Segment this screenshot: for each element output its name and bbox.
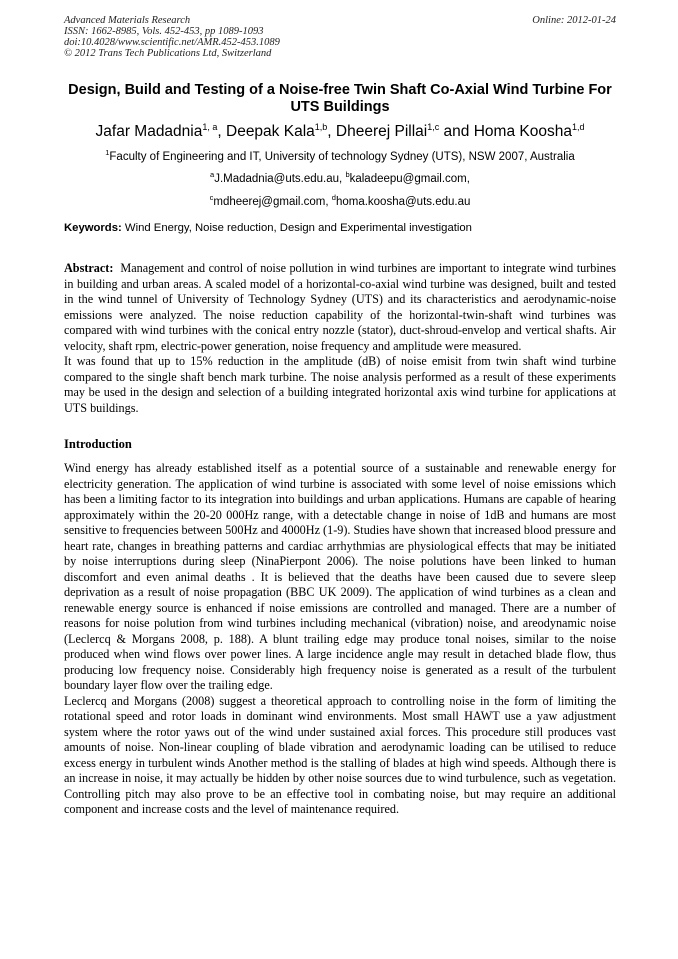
journal-doi: doi:10.4028/www.scientific.net/AMR.452-453.1089: [64, 37, 280, 48]
introduction-paragraph-2: Leclercq and Morgans (2008) suggest a theoretical approach to controlling noise in the form of limiting the rotational speed and rotor loads in dominant wind environments. Most small HAWT use a yaw adjustment system where the rotor yaws out of the wind under sustained axial forces. This procedure still produces vast amounts of noise. Non-linear coupling of blade vibration and aerodynamic loading can be utilised to reduce excess energy in turbulent winds Another method is the stalling of blades at high wind speeds. Although there is an increase in noise, it may actually be hidden by other noise sources due to wind turbulence, such as vegetation. Controlling pitch may also prove to be an effective tool in combating noise, but may require an additional component and increase costs and the level of maintenance required.: [64, 693, 616, 816]
journal-name: Advanced Materials Research: [64, 15, 191, 26]
author-superscript: 1,d: [571, 122, 585, 132]
abstract-paragraph-2: It was found that up to 15% reduction in the amplitude (dB) of noise emisit from twin shaft wind turbine compared to the single shaft bench mark turbine. The noise analysis performed as a result of these experiments may be used in the design and selection of a building integrated horizontal axis wind turbine for applications at UTS buildings.: [64, 354, 616, 415]
author-name: Dheerej Pillai: [335, 123, 428, 140]
email-superscript: c: [209, 193, 214, 202]
abstract-paragraph-1: [64, 261, 616, 354]
introduction-body: [64, 461, 616, 818]
author-list: [64, 122, 616, 142]
email-line-2: [64, 195, 616, 209]
email-b[interactable]: kaladeepu@gmail.com,: [349, 173, 470, 185]
email-superscript: b: [345, 170, 350, 179]
email-superscript: d: [331, 193, 336, 202]
journal-copyright: © 2012 Trans Tech Publications Ltd, Switzerland: [64, 48, 272, 59]
author-superscript: 1,b: [314, 122, 328, 132]
keywords: [64, 221, 616, 235]
author-superscript: 1, a: [202, 122, 218, 132]
abstract: [64, 261, 616, 416]
email-line-1: $^a$J.Madadnia@uts.edu.au, $^b$kaladeepu@gmail.com,: [210, 170, 470, 185]
affiliation-superscript: 1: [105, 148, 110, 157]
author-superscript: 1,c: [427, 122, 440, 132]
section-heading-introduction: Introduction: [64, 437, 132, 451]
author-name: Homa Koosha: [473, 123, 572, 140]
abstract-label: Abstract:: [64, 261, 114, 275]
author-separator: ,: [217, 123, 226, 140]
journal-issn: ISSN: 1662-8985, Vols. 452-453, pp 1089-1093: [64, 26, 264, 37]
email-a[interactable]: J.Madadnia@uts.edu.au: [214, 173, 340, 185]
keywords-label: Keywords:: [64, 222, 122, 234]
keywords-text: Wind Energy, Noise reduction, Design and Experimental investigation: [124, 222, 472, 234]
email-superscript: a: [210, 170, 215, 179]
paper-title: Design, Build and Testing of a Noise-free Twin Shaft Co-Axial Wind Turbine For UTS Buildings: [68, 82, 612, 115]
email-c[interactable]: mdheerej@gmail.com,: [213, 196, 329, 208]
email-d[interactable]: homa.koosha@uts.edu.au: [335, 196, 471, 208]
affiliation-text: Faculty of Engineering and IT, University of technology Sydney (UTS), NSW 2007, Australia: [109, 151, 575, 163]
author-separator: ,: [327, 123, 336, 140]
affiliation: [40, 150, 640, 164]
online-date: Online: 2012-01-24: [532, 15, 616, 26]
author-separator: and: [439, 123, 474, 140]
introduction-paragraph-1: Wind energy has already established itself as a potential source of a sustainable and renewable energy for electricity generation. The application of wind turbine is associated with some level of noise emissions which has been a limiting factor to its integration into buildings and urban applications. Humans are capable of hearing approximately within the 20-20 000Hz range, with a detectable change in noise of 1dB and humans are most sensitive to frequencies between 500Hz and 4000Hz (1-9). Studies have shown that increased blood pressure and heart rate, changes in breathing patterns and cardiac arrhythmias are physiological effects that may be initiated by noise interruptions during sleep (NinaPierpont 2006). The noise polutions have been linked to human discomfort and even animal deaths . It is believed that the deaths have been caused due to severe sleep deprivation as a result of noise propagation (BBC UK 2009). The application of wind turbines as a clean and renewable energy source is enhanced if noise emissions are controlled and managed. There are a number of reasons for noise polution from wind turbines including mechanical (vibration) noise, and areodynamic noise (Leclercq & Morgans 2008, p. 188). A blunt trailing edge may produce tonal noises, similar to the noise produced when wind flows over power lines. A large incidence angle may result in detached blade flow, thus producing low frequency noise. Considerably high frequency noise is generated as a result of the turbulent boundary layer flow over the trailing edge.: [64, 461, 616, 692]
author-name: Deepak Kala: [226, 123, 315, 140]
journal-header: [64, 15, 616, 59]
abstract-text-1: Management and control of noise pollution in wind turbines are important to integrate wind turbines in building and urban areas. A scaled model of a horizontal-co-axial wind turbine was designed, built and tested in the wind tunnel of University of Technology Sydney (UTS) and its characteristics and aerodynamic-noise emissions were analyzed. The noise reduction capability of the horizontal-twin-shaft wind turbines was compared with wind turbines with the conical entry nozzle (stator), duct-shroud-envelop and vertical shafts. Air velocity, shaft rpm, electric-power generation, noise frequency and amplitude were measured.: [64, 261, 616, 353]
author-name: Jafar Madadnia: [95, 123, 203, 140]
